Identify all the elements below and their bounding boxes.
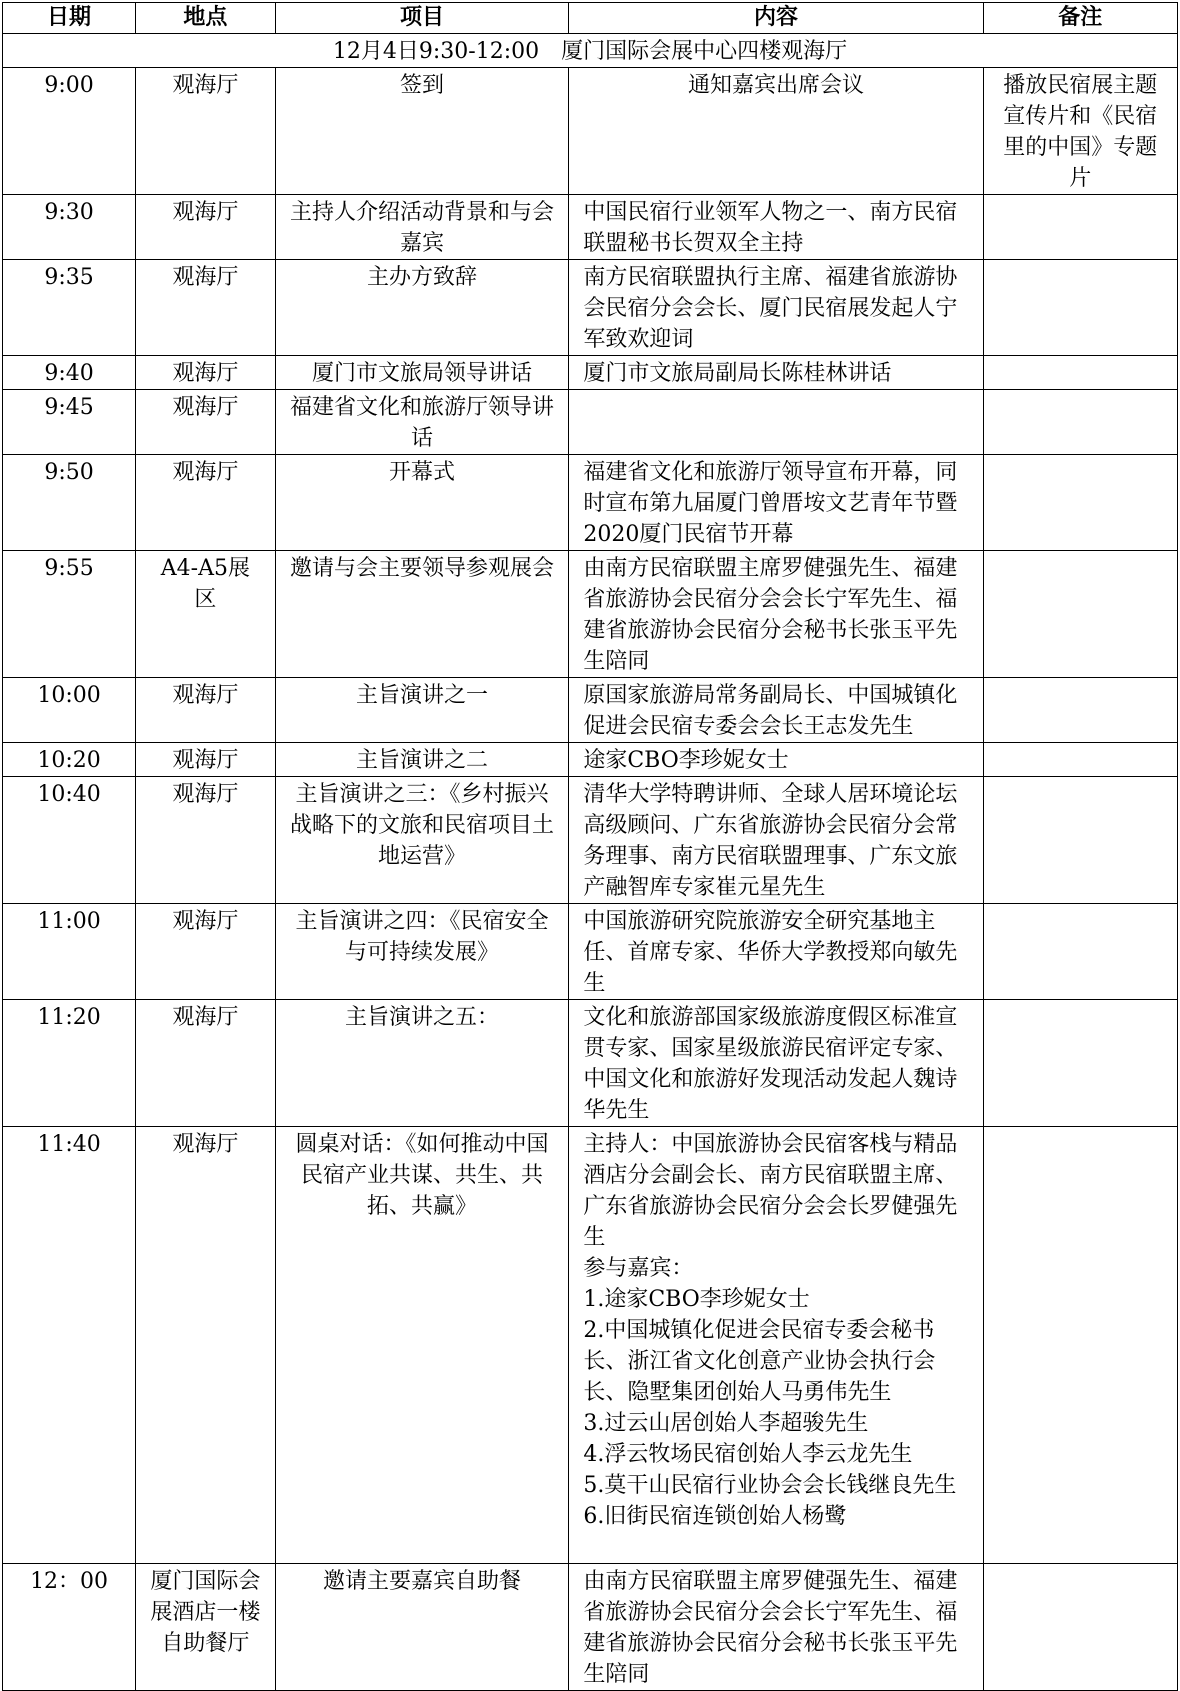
item-cell: 邀请主要嘉宾自助餐 <box>275 1564 569 1691</box>
time-cell: 9:50 <box>3 455 136 551</box>
content-cell: 通知嘉宾出席会议 <box>569 68 983 195</box>
table-row-roundtable <box>3 1127 1178 1564</box>
note-cell <box>983 904 1177 1000</box>
place-cell: A4-A5展区 <box>136 551 275 678</box>
table-row <box>3 390 1178 455</box>
time-cell: 9:40 <box>3 356 136 390</box>
item-cell: 邀请与会主要领导参观展会 <box>275 551 569 678</box>
content-cell <box>569 390 983 455</box>
table-row <box>3 678 1178 743</box>
note-cell <box>983 551 1177 678</box>
item-cell: 主旨演讲之一 <box>275 678 569 743</box>
note-cell <box>983 1000 1177 1127</box>
item-cell: 主旨演讲之五： <box>275 1000 569 1127</box>
item-cell: 主办方致辞 <box>275 260 569 356</box>
item-cell: 主旨演讲之三：《乡村振兴战略下的文旅和民宿项目土地运营》 <box>275 777 569 904</box>
note-cell <box>983 1127 1177 1564</box>
item-cell: 主旨演讲之二 <box>275 743 569 777</box>
note-cell <box>983 777 1177 904</box>
header-note: 备注 <box>983 3 1177 34</box>
note-cell <box>983 743 1177 777</box>
place-cell: 观海厅 <box>136 455 275 551</box>
content-cell: 原国家旅游局常务副局长、中国城镇化促进会民宿专委会会长王志发先生 <box>569 678 983 743</box>
place-cell: 观海厅 <box>136 260 275 356</box>
guest-item: 2.中国城镇化促进会民宿专委会秘书长、浙江省文化创意产业协会执行会长、隐墅集团创始人马勇伟先生 <box>583 1318 936 1405</box>
time-cell: 10:20 <box>3 743 136 777</box>
item-cell: 圆桌对话：《如何推动中国民宿产业共谋、共生、共拓、共赢》 <box>275 1127 569 1564</box>
schedule-table <box>2 2 1178 1691</box>
table-row <box>3 260 1178 356</box>
item-cell: 厦门市文旅局领导讲话 <box>275 356 569 390</box>
place-cell: 观海厅 <box>136 904 275 1000</box>
content-cell: 中国民宿行业领军人物之一、南方民宿联盟秘书长贺双全主持 <box>569 195 983 260</box>
time-cell: 9:00 <box>3 68 136 195</box>
content-cell: 清华大学特聘讲师、全球人居环境论坛高级顾问、广东省旅游协会民宿分会常务理事、南方民宿联盟理事、广东文旅产融智库专家崔元星先生 <box>569 777 983 904</box>
table-row <box>3 455 1178 551</box>
time-cell: 9:30 <box>3 195 136 260</box>
place-cell: 观海厅 <box>136 356 275 390</box>
table-row <box>3 356 1178 390</box>
item-cell: 主旨演讲之四：《民宿安全与可持续发展》 <box>275 904 569 1000</box>
item-cell: 福建省文化和旅游厅领导讲话 <box>275 390 569 455</box>
content-cell: 中国旅游研究院旅游安全研究基地主任、首席专家、华侨大学教授郑向敏先生 <box>569 904 983 1000</box>
place-cell: 观海厅 <box>136 1127 275 1564</box>
note-cell <box>983 678 1177 743</box>
place-cell: 观海厅 <box>136 195 275 260</box>
event-banner: 12月4日9:30-12:00 厦门国际会展中心四楼观海厅 <box>3 34 1178 68</box>
guest-item: 5.莫干山民宿行业协会会长钱继良先生 <box>583 1473 957 1498</box>
content-cell <box>569 1127 983 1564</box>
time-cell: 11:40 <box>3 1127 136 1564</box>
place-cell: 观海厅 <box>136 390 275 455</box>
note-cell: 播放民宿展主题宣传片和《民宿里的中国》专题片 <box>983 68 1177 195</box>
note-cell <box>983 390 1177 455</box>
time-cell: 9:55 <box>3 551 136 678</box>
item-cell: 开幕式 <box>275 455 569 551</box>
place-cell: 观海厅 <box>136 68 275 195</box>
time-cell: 10:40 <box>3 777 136 904</box>
place-cell: 观海厅 <box>136 678 275 743</box>
time-cell: 11:00 <box>3 904 136 1000</box>
table-row <box>3 1000 1178 1127</box>
content-cell: 由南方民宿联盟主席罗健强先生、福建省旅游协会民宿分会会长宁军先生、福建省旅游协会民宿分会秘书长张玉平先生陪同 <box>569 551 983 678</box>
note-cell <box>983 195 1177 260</box>
header-place: 地点 <box>136 3 275 34</box>
note-cell <box>983 356 1177 390</box>
time-cell: 12：00 <box>3 1564 136 1691</box>
table-row <box>3 904 1178 1000</box>
table-row <box>3 195 1178 260</box>
table-row <box>3 777 1178 904</box>
time-cell: 11:20 <box>3 1000 136 1127</box>
banner-row <box>3 34 1178 68</box>
content-cell: 南方民宿联盟执行主席、福建省旅游协会民宿分会会长、厦门民宿展发起人宁军致欢迎词 <box>569 260 983 356</box>
table-row <box>3 551 1178 678</box>
place-cell: 观海厅 <box>136 1000 275 1127</box>
time-cell: 10:00 <box>3 678 136 743</box>
place-cell: 厦门国际会展酒店一楼自助餐厅 <box>136 1564 275 1691</box>
content-cell: 厦门市文旅局副局长陈桂林讲话 <box>569 356 983 390</box>
table-row <box>3 743 1178 777</box>
content-cell: 福建省文化和旅游厅领导宣布开幕，同时宣布第九届厦门曾厝垵文艺青年节暨2020厦门民宿节开幕 <box>569 455 983 551</box>
guest-item: 3.过云山居创始人李超骏先生 <box>583 1411 869 1436</box>
header-date: 日期 <box>3 3 136 34</box>
header-item: 项目 <box>275 3 569 34</box>
place-cell: 观海厅 <box>136 743 275 777</box>
note-cell <box>983 260 1177 356</box>
table-row <box>3 68 1178 195</box>
table-row <box>3 1564 1178 1691</box>
time-cell: 9:35 <box>3 260 136 356</box>
item-cell: 主持人介绍活动背景和与会嘉宾 <box>275 195 569 260</box>
content-cell: 文化和旅游部国家级旅游度假区标准宣贯专家、国家星级旅游民宿评定专家、中国文化和旅游好发现活动发起人魏诗华先生 <box>569 1000 983 1127</box>
guest-item: 6.旧街民宿连锁创始人杨鹭 <box>583 1504 847 1529</box>
guest-item: 4.浮云牧场民宿创始人李云龙先生 <box>583 1442 913 1467</box>
note-cell <box>983 1564 1177 1691</box>
time-cell: 9:45 <box>3 390 136 455</box>
roundtable-host: 主持人：中国旅游协会民宿客栈与精品酒店分会副会长、南方民宿联盟主席、广东省旅游协会民宿分会会长罗健强先生 <box>583 1132 958 1250</box>
place-cell: 观海厅 <box>136 777 275 904</box>
header-row <box>3 3 1178 34</box>
content-cell: 途家CBO李珍妮女士 <box>569 743 983 777</box>
note-cell <box>983 455 1177 551</box>
roundtable-guests-label: 参与嘉宾： <box>583 1256 694 1281</box>
guest-item: 1.途家CBO李珍妮女士 <box>583 1287 810 1312</box>
header-content: 内容 <box>569 3 983 34</box>
item-cell: 签到 <box>275 68 569 195</box>
content-cell: 由南方民宿联盟主席罗健强先生、福建省旅游协会民宿分会会长宁军先生、福建省旅游协会民宿分会秘书长张玉平先生陪同 <box>569 1564 983 1691</box>
